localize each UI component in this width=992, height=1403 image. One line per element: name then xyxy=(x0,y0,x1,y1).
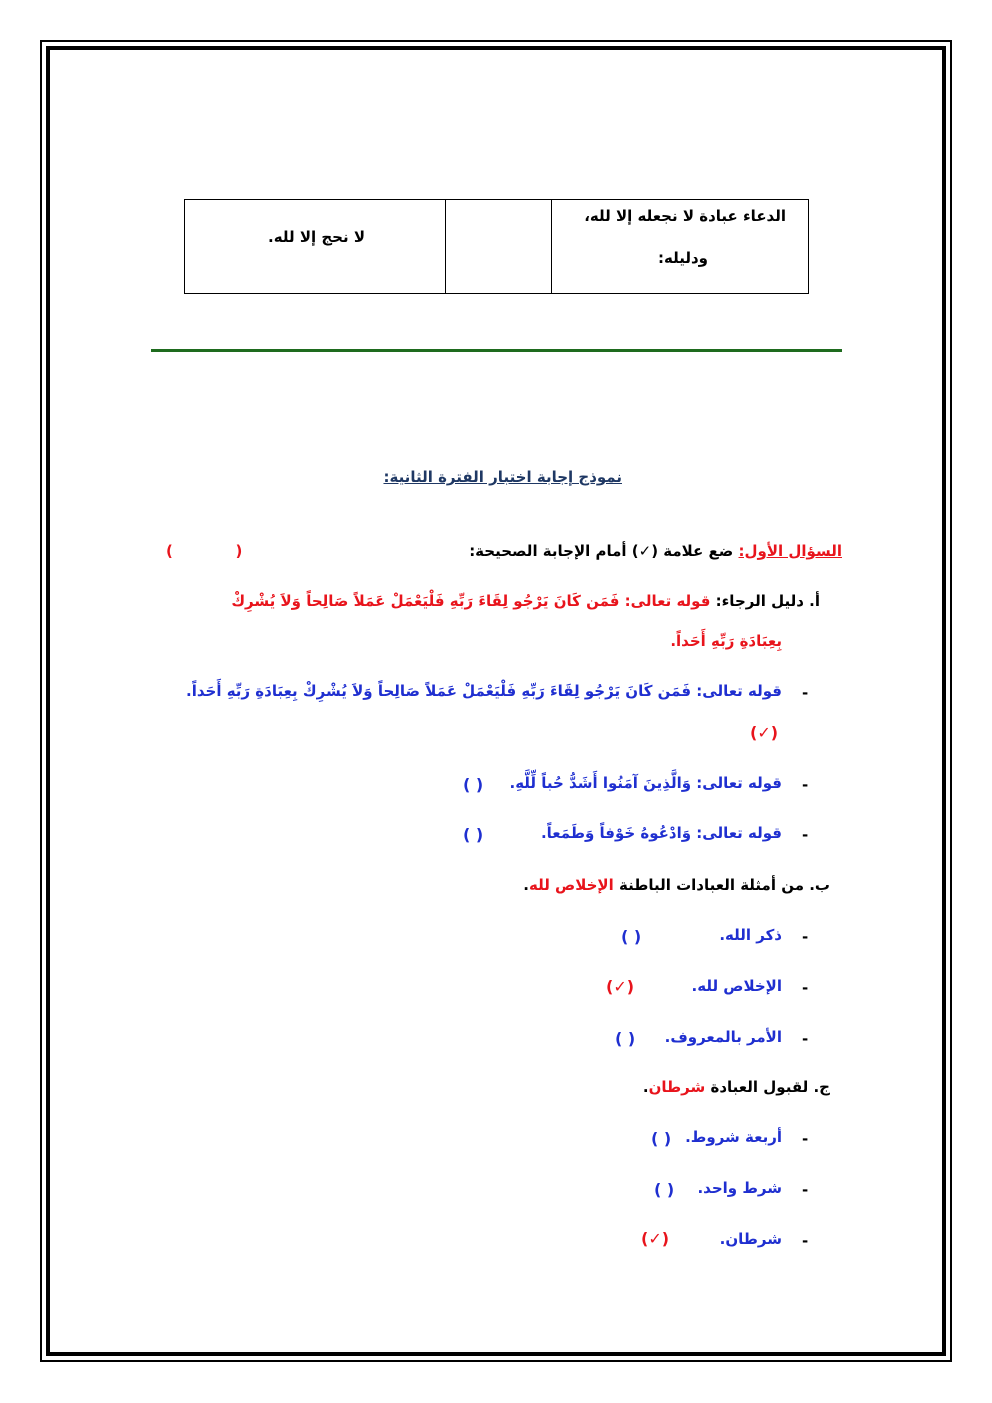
part-c-option1-mark: ( ) xyxy=(651,1129,672,1148)
part-b-option3-mark: ( ) xyxy=(615,1029,636,1048)
table-cell-right-line1: الدعاء عبادة لا نجعله إلا لله، xyxy=(584,207,786,225)
page-title: نموذج إجابة اختبار الفترة الثانية: xyxy=(383,468,622,486)
option-dash: - xyxy=(802,1181,809,1199)
section-divider xyxy=(151,349,842,352)
part-c-option2-text: شرط واحد. xyxy=(697,1179,782,1197)
option-dash: - xyxy=(802,776,809,794)
part-b-stem xyxy=(523,876,830,894)
table-cell-right xyxy=(551,199,809,294)
table-cell-left xyxy=(184,199,446,294)
part-b-option2-mark: (✓) xyxy=(606,977,635,996)
part-a-letter: أ. xyxy=(809,592,820,610)
part-a-option2-text: قوله تعالى: وَالَّذِينَ آمَنُوا أَشَدُّ حُباً لِّلَّهِ. xyxy=(509,774,782,792)
option-dash: - xyxy=(802,684,809,702)
part-c-stem xyxy=(643,1078,830,1096)
option-dash: - xyxy=(802,1030,809,1048)
part-a-option1-mark: (✓) xyxy=(750,723,779,742)
option-dash: - xyxy=(802,979,809,997)
option-dash: - xyxy=(802,928,809,946)
part-b-option1-text: ذكر الله. xyxy=(719,926,782,944)
part-c-option3-text: شرطان. xyxy=(719,1230,782,1248)
option-dash: - xyxy=(802,1130,809,1148)
part-a-option2-mark: ( ) xyxy=(463,775,484,794)
part-c-option2-mark: ( ) xyxy=(654,1180,675,1199)
part-c-option1-text: أربعة شروط. xyxy=(685,1128,782,1146)
table-cell-right-line2: ودليله: xyxy=(658,249,708,267)
part-b-end: . xyxy=(523,876,529,894)
part-b-letter: ب. xyxy=(809,876,830,894)
part-a-stem-text: دليل الرجاء: xyxy=(715,592,804,610)
part-c-letter: ج. xyxy=(813,1078,830,1096)
part-b-answer: الإخلاص لله xyxy=(528,876,614,894)
option-dash: - xyxy=(802,826,809,844)
table-cell-left-text: لا نحج إلا لله. xyxy=(268,228,365,246)
question1-label: السؤال الأول: xyxy=(738,542,842,560)
part-a-option1-text: قوله تعالى: فَمَن كَانَ يَرْجُو لِقَاءَ رَبِّهِ فَلْيَعْمَلْ عَمَلاً صَالِحاً وَلاَ يُشْرِكْ بِعِبَادَةِ رَبِّهِ أَحَداً. xyxy=(186,682,782,700)
part-a-answer-line2: بِعِبَادَةِ رَبِّهِ أَحَداً. xyxy=(670,632,782,650)
part-c-stem-text: لقبول العبادة xyxy=(710,1078,809,1096)
part-c-end: . xyxy=(642,1078,649,1096)
question1-answer-blank: ( ) xyxy=(166,542,243,560)
part-b-option1-mark: ( ) xyxy=(621,927,642,946)
part-a-option3-mark: ( ) xyxy=(463,825,484,844)
part-a-option3-text: قوله تعالى: وَادْعُوهُ خَوْفاً وَطَمَعاً. xyxy=(540,824,782,842)
part-c-answer: شرطان xyxy=(648,1078,706,1096)
part-b-option2-text: الإخلاص لله. xyxy=(691,977,782,995)
question1-instruction: ضع علامة (✓) أمام الإجابة الصحيحة: xyxy=(469,542,734,560)
part-b-option3-text: الأمر بالمعروف. xyxy=(664,1028,782,1046)
question1-header xyxy=(469,542,842,560)
option-dash: - xyxy=(802,1232,809,1250)
table-cell-middle xyxy=(445,199,552,294)
part-a-stem xyxy=(231,592,820,610)
part-b-stem-text: من أمثلة العبادات الباطنة xyxy=(618,876,804,894)
part-a-answer-line1: قوله تعالى: فَمَن كَانَ يَرْجُو لِقَاءَ رَبِّهِ فَلْيَعْمَلْ عَمَلاً صَالِحاً وَلاَ يُشْرِكْ xyxy=(231,592,711,610)
part-c-option3-mark: (✓) xyxy=(641,1229,670,1248)
